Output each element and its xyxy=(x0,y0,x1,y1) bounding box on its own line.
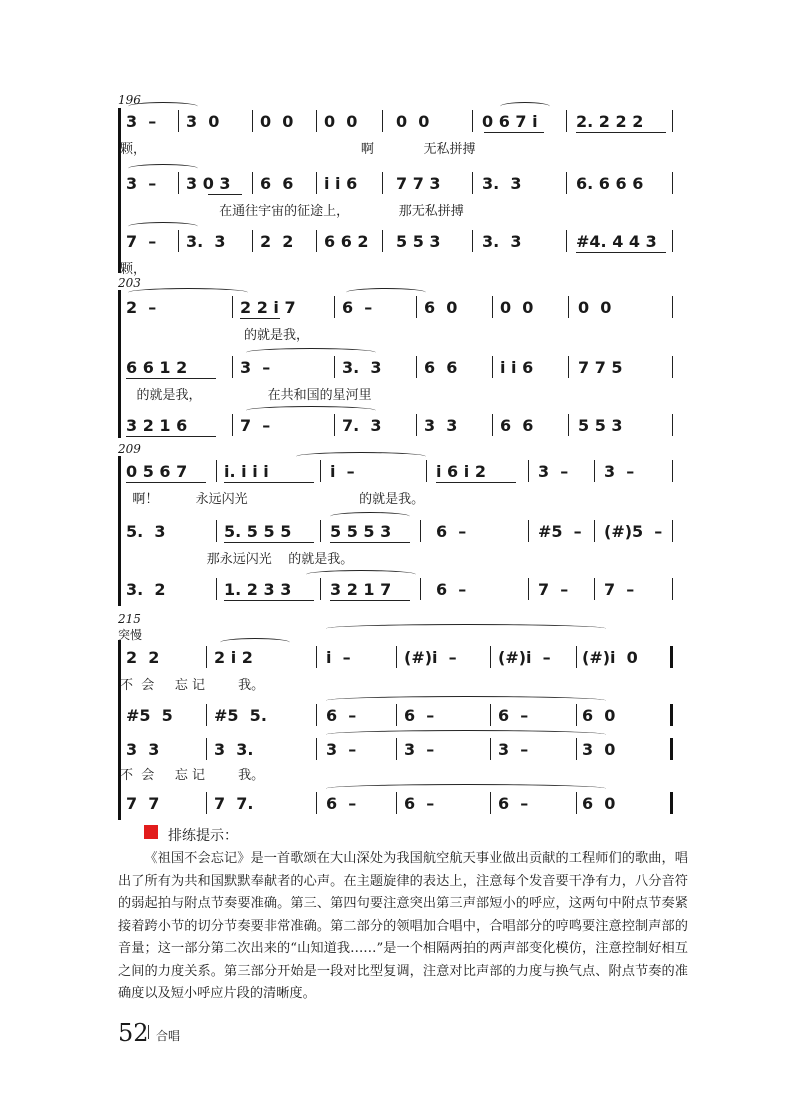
measure: 6 – xyxy=(436,580,467,599)
measure: 3 – xyxy=(240,358,271,377)
measure: #5 5. xyxy=(214,706,267,725)
measure: 0 5 6 7 xyxy=(126,462,188,481)
measure: 6 6 1 2 xyxy=(126,358,188,377)
measure: 6 0 xyxy=(582,706,616,725)
tempo-mark: 突慢 xyxy=(118,628,143,642)
lyrics: 不 会 忘 记 我。 xyxy=(120,768,265,783)
measure: 2 i 2 xyxy=(214,648,253,667)
measure: 6 6 2 xyxy=(324,232,369,251)
measure: 3 – xyxy=(326,740,357,759)
measure: 0 0 xyxy=(500,298,534,317)
measure: 3 3 xyxy=(126,740,160,759)
measure: 6 6 xyxy=(260,174,294,193)
voice-part-4 xyxy=(120,792,675,816)
measure: i i 6 xyxy=(324,174,358,193)
measure: 0 6 7 i xyxy=(482,112,538,131)
lyrics: 颗， 啊 无私拼搏 xyxy=(120,142,476,157)
measure: 6 – xyxy=(404,706,435,725)
section-marker-icon xyxy=(144,825,158,839)
measure: 3. 3 xyxy=(482,174,522,193)
lyrics: 颗， xyxy=(120,262,147,277)
voice-part-3 xyxy=(120,578,675,602)
measure: 6 – xyxy=(498,794,529,813)
measure: 2 – xyxy=(126,298,157,317)
measure: 6 6 xyxy=(500,416,534,435)
measure: 7 7. xyxy=(214,794,254,813)
voice-part-1 xyxy=(120,110,675,134)
measure: 7 7 3 xyxy=(396,174,441,193)
lyrics: 的就是我， xyxy=(120,328,309,343)
lyrics: 啊！ 永远闪光 的就是我。 xyxy=(120,492,425,507)
measure: 3 0 xyxy=(582,740,616,759)
voice-part-2 xyxy=(120,520,675,544)
measure: 3 – xyxy=(604,462,635,481)
measure: 3 3. xyxy=(214,740,254,759)
measure: (#)i 0 xyxy=(582,648,638,667)
footer-divider xyxy=(148,1025,149,1039)
measure-number: 215 xyxy=(118,612,141,626)
voice-part-3 xyxy=(120,738,675,762)
measure: 3 2 1 7 xyxy=(330,580,392,599)
measure: 6. 6 6 6 xyxy=(576,174,644,193)
measure: 5 5 5 3 xyxy=(330,522,392,541)
voice-part-1 xyxy=(120,646,675,670)
voice-part-3 xyxy=(120,414,675,438)
voice-part-1 xyxy=(120,296,675,320)
measure-number: 203 xyxy=(118,276,141,290)
measure: 2. 2 2 2 xyxy=(576,112,644,131)
measure: i 6 i 2 xyxy=(436,462,486,481)
measure: 3 – xyxy=(498,740,529,759)
measure: 2 2 xyxy=(260,232,294,251)
measure: 2 2 xyxy=(126,648,160,667)
measure-number: 209 xyxy=(118,442,141,456)
voice-part-1 xyxy=(120,460,675,484)
measure: 6 0 xyxy=(424,298,458,317)
measure: i. i i i xyxy=(224,462,269,481)
measure: 5 5 3 xyxy=(578,416,623,435)
tips-body: 《祖国不会忘记》是一首歌颂在大山深处为我国航空航天事业做出贡献的工程师们的歌曲，唱出了所有为共和国默默奉献者的心声。在主题旋律的表达上，注意每个发音要干净有力，八分音符的弱起拍与附点节奏要准确。第三、第四句要注意突出第三声部短小的呼应，这两句中附点节奏紧接着跨小节的切分节奏要非常准确。第二部分的领唱加合唱中，合唱部分的哼鸣要注意控制声部的音量；这一部分第二次出来的“山知道我……”是一个相隔两拍的两声部变化模仿，注意控制好相互之间的力度关系。第三部分开始是一段对比型复调，注意对比声部的力度与换气点、附点节奏的准确度以及短小呼应片段的清晰度。 xyxy=(118,851,688,1001)
measure: 5. 3 xyxy=(126,522,166,541)
footer-label: 合唱 xyxy=(156,1029,181,1043)
measure: 3. 3 xyxy=(342,358,382,377)
measure: #5 – xyxy=(538,522,582,541)
measure: 6 – xyxy=(326,706,357,725)
measure: #4. 4 4 3 xyxy=(576,232,657,251)
measure: 7 – xyxy=(126,232,157,251)
measure: (#)i – xyxy=(498,648,551,667)
measure: 3. 3 xyxy=(482,232,522,251)
measure: 6 – xyxy=(498,706,529,725)
measure: 5 5 3 xyxy=(396,232,441,251)
measure: 7 7 xyxy=(126,794,160,813)
lyrics: 在通往宇宙的征途上， 那无私拼搏 xyxy=(120,204,464,219)
measure: 0 0 xyxy=(396,112,430,131)
measure: 6 0 xyxy=(582,794,616,813)
measure: 3 – xyxy=(538,462,569,481)
measure: 7. 3 xyxy=(342,416,382,435)
measure: 6 – xyxy=(342,298,373,317)
measure: 2 2 i 7 xyxy=(240,298,296,317)
page-number: 52 xyxy=(118,1019,149,1047)
lyrics: 的就是我， 在共和国的星河里 xyxy=(120,388,372,403)
lyrics: 那永远闪光 的就是我。 xyxy=(120,552,354,567)
measure: i – xyxy=(326,648,351,667)
lyrics: 不 会 忘 记 我。 xyxy=(120,678,265,693)
measure: 1. 2 3 3 xyxy=(224,580,292,599)
measure: 0 0 xyxy=(578,298,612,317)
measure: 3 – xyxy=(126,112,157,131)
measure-number: 196 xyxy=(118,93,141,107)
voice-part-3 xyxy=(120,230,675,254)
voice-part-2 xyxy=(120,704,675,728)
measure: 3 2 1 6 xyxy=(126,416,188,435)
measure: 3. 2 xyxy=(126,580,166,599)
voice-part-2 xyxy=(120,172,675,196)
measure: (#)i – xyxy=(404,648,457,667)
voice-part-2 xyxy=(120,356,675,380)
measure: 7 7 5 xyxy=(578,358,623,377)
measure: i – xyxy=(330,462,355,481)
measure: 5. 5 5 5 xyxy=(224,522,292,541)
measure: 6 6 xyxy=(424,358,458,377)
measure: #5 5 xyxy=(126,706,173,725)
measure: 0 0 xyxy=(324,112,358,131)
measure: 6 – xyxy=(404,794,435,813)
measure: i i 6 xyxy=(500,358,534,377)
tips-heading: 排练提示： xyxy=(168,828,238,844)
measure: 3 – xyxy=(126,174,157,193)
measure: 6 – xyxy=(436,522,467,541)
measure: 3. 3 xyxy=(186,232,226,251)
measure: 3 – xyxy=(404,740,435,759)
measure: 3 0 3 xyxy=(186,174,231,193)
measure: 0 0 xyxy=(260,112,294,131)
measure: 7 – xyxy=(604,580,635,599)
measure: 3 3 xyxy=(424,416,458,435)
measure: 3 0 xyxy=(186,112,220,131)
measure: (#)5 – xyxy=(604,522,663,541)
measure: 7 – xyxy=(538,580,569,599)
measure: 6 – xyxy=(326,794,357,813)
measure: 7 – xyxy=(240,416,271,435)
